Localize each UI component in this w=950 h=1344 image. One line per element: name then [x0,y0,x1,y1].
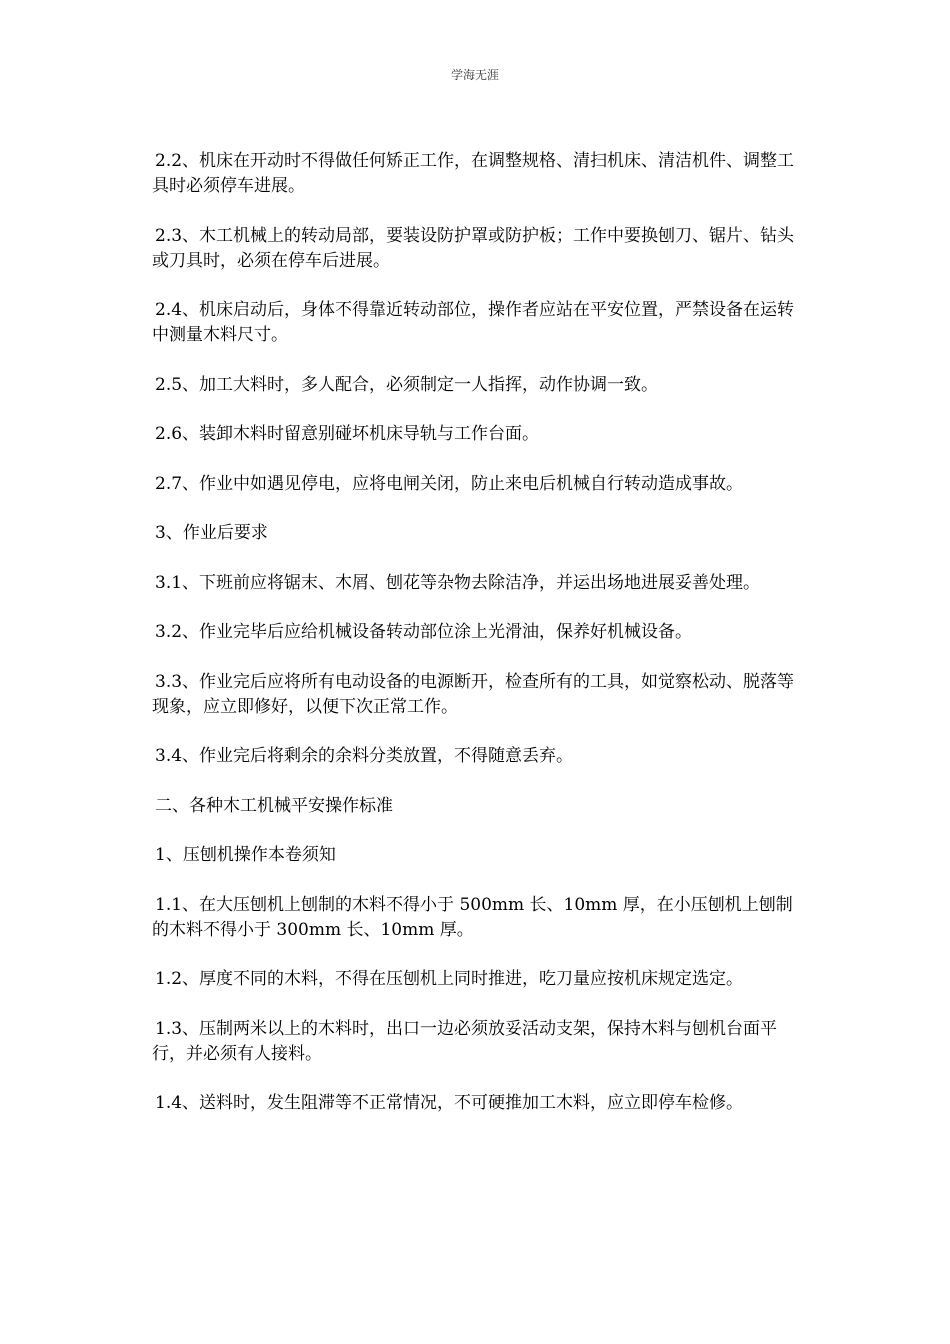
paragraph-3-4: 3.4、作业完后将剩余的余料分类放置，不得随意丢弃。 [155,746,574,766]
paragraph-2-4: 2.4、机床启动后，身体不得靠近转动部位，操作者应站在平安位置，严禁设备在运转中测量木料尺寸。 [152,300,795,345]
paragraph-2-3: 2.3、木工机械上的转动局部，要装设防护罩或防护板；工作中要换刨刀、锯片、钻头或刀具时，必须在停车后进展。 [152,225,795,271]
paragraph-1-1: 1.1、在大压刨机上刨制的木料不得小于 500mm 长、10mm 厚，在小压刨机上刨制的木料不得小于 300mm 长、10mm 厚。 [152,894,793,940]
section-heading-1: 1、压刨机操作本卷须知 [155,845,336,865]
paragraph-3-3: 3.3、作业完后应将所有电动设备的电源断开，检查所有的工具，如觉察松动、脱落等现象，应立即修好，以便下次正常工作。 [152,671,795,717]
paragraph-3-1: 3.1、下班前应将锯末、木屑、刨花等杂物去除洁净，并运出场地进展妥善处理。 [155,572,761,593]
paragraph-2-5: 2.5、加工大料时，多人配合，必须制定一人指挥，动作协调一致。 [155,374,659,395]
paragraph-2-7: 2.7、作业中如遇见停电，应将电闸关闭，防止来电后机械自行转动造成事故。 [155,473,744,494]
paragraph-2-6: 2.6、装卸木料时留意别碰坏机床导轨与工作台面。 [155,424,540,444]
paragraph-1-3: 1.3、压制两米以上的木料时，出口一边必须放妥活动支架，保持木料与刨机台面平行，并必须有人接料。 [152,1018,778,1064]
paragraph-3-2: 3.2、作业完毕后应给机械设备转动部位涂上光滑油，保养好机械设备。 [155,622,693,642]
chapter-heading-2: 二、各种木工机械平安操作标准 [155,795,393,816]
section-heading-3: 3、作业后要求 [155,523,268,543]
paragraph-1-4: 1.4、送料时，发生阻滞等不正常情况，不可硬推加工木料，应立即停车检修。 [155,1093,744,1113]
document-body [152,149,800,1141]
paragraph-2-2: 2.2、机床在开动时不得做任何矫正工作，在调整规格、清扫机床、清洁机件、调整工具时必须停车进展。 [152,151,795,196]
paragraph-1-2: 1.2、厚度不同的木料，不得在压刨机上同时推进，吃刀量应按机床规定选定。 [155,969,744,989]
page-header: 学海无涯 [450,68,499,82]
